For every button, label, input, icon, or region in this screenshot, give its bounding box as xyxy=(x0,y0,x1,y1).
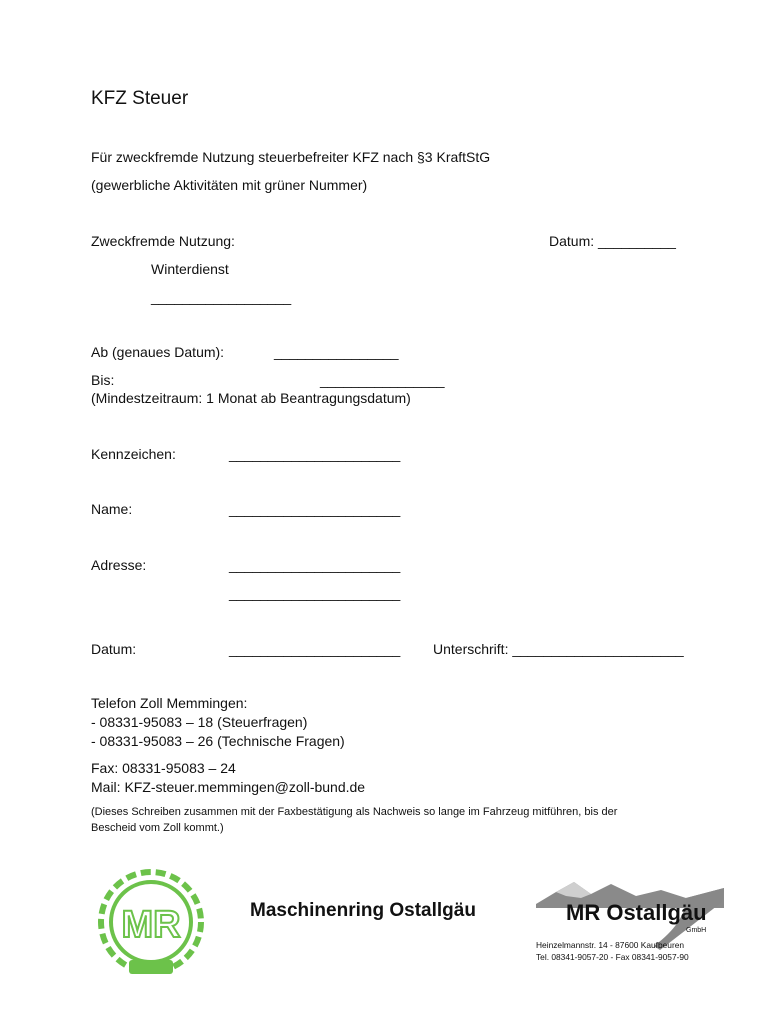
address-label: Adresse: xyxy=(91,557,147,573)
date-top-field[interactable]: Datum: __________ xyxy=(549,233,676,249)
usage-label: Zweckfremde Nutzung: xyxy=(91,233,235,249)
until-label: Bis: xyxy=(91,372,115,388)
name-label: Name: xyxy=(91,501,133,517)
mr-logo-text: MR xyxy=(121,904,181,946)
note-line-1: (Dieses Schreiben zusammen mit der Faxbestätigung als Nachweis so lange im Fahrzeug mitführen, bis der xyxy=(91,806,618,818)
note-line-2: Bescheid vom Zoll kommt.) xyxy=(91,822,224,834)
document-title: KFZ Steuer xyxy=(91,88,189,109)
usage-blank-field[interactable]: __________________ xyxy=(151,289,292,305)
subtitle-line-1: Für zweckfremde Nutzung steuerbefreiter KFZ nach §3 KraftStG xyxy=(91,149,491,165)
name-field[interactable]: ______________________ xyxy=(229,501,401,517)
fax-line: Fax: 08331-95083 – 24 xyxy=(91,760,236,776)
min-period-note: (Mindestzeitraum: 1 Monat ab Beantragungsdatum) xyxy=(91,390,411,406)
subtitle-line-2: (gewerbliche Aktivitäten mit grüner Nummer) xyxy=(91,177,368,193)
org-name: Maschinenring Ostallgäu xyxy=(250,900,476,921)
from-label: Ab (genaues Datum): xyxy=(91,344,225,360)
logo-address-line: Heinzelmannstr. 14 - 87600 Kaufbeuren xyxy=(536,940,685,950)
phone-heading: Telefon Zoll Memmingen: xyxy=(91,695,248,711)
mr-ostallgaeu-text: MR Ostallgäu xyxy=(566,900,707,925)
address-field-2[interactable]: ______________________ xyxy=(229,585,401,601)
usage-value: Winterdienst xyxy=(151,261,229,277)
until-date-field[interactable]: ________________ xyxy=(320,372,445,388)
mail-line: Mail: KFZ-steuer.memmingen@zoll-bund.de xyxy=(91,779,366,795)
address-field-1[interactable]: ______________________ xyxy=(229,557,401,573)
wreath-logo-icon xyxy=(88,862,214,974)
phone-line-2: - 08331-95083 – 26 (Technische Fragen) xyxy=(91,733,345,749)
signature-field[interactable]: Unterschrift: ______________________ xyxy=(433,641,684,657)
date-label: Datum: xyxy=(91,641,137,657)
mr-ostallgaeu-logo xyxy=(536,874,724,970)
mountain-logo-icon xyxy=(536,874,724,970)
mr-green-logo xyxy=(88,862,214,974)
date-field[interactable]: ______________________ xyxy=(229,641,401,657)
from-date-field[interactable]: ________________ xyxy=(274,344,399,360)
logo-contact-line: Tel. 08341-9057-20 - Fax 08341-9057-90 xyxy=(536,952,689,962)
gmbh-text: GmbH xyxy=(686,927,707,934)
phone-line-1: - 08331-95083 – 18 (Steuerfragen) xyxy=(91,714,308,730)
plate-label: Kennzeichen: xyxy=(91,446,176,462)
plate-field[interactable]: ______________________ xyxy=(229,446,401,462)
